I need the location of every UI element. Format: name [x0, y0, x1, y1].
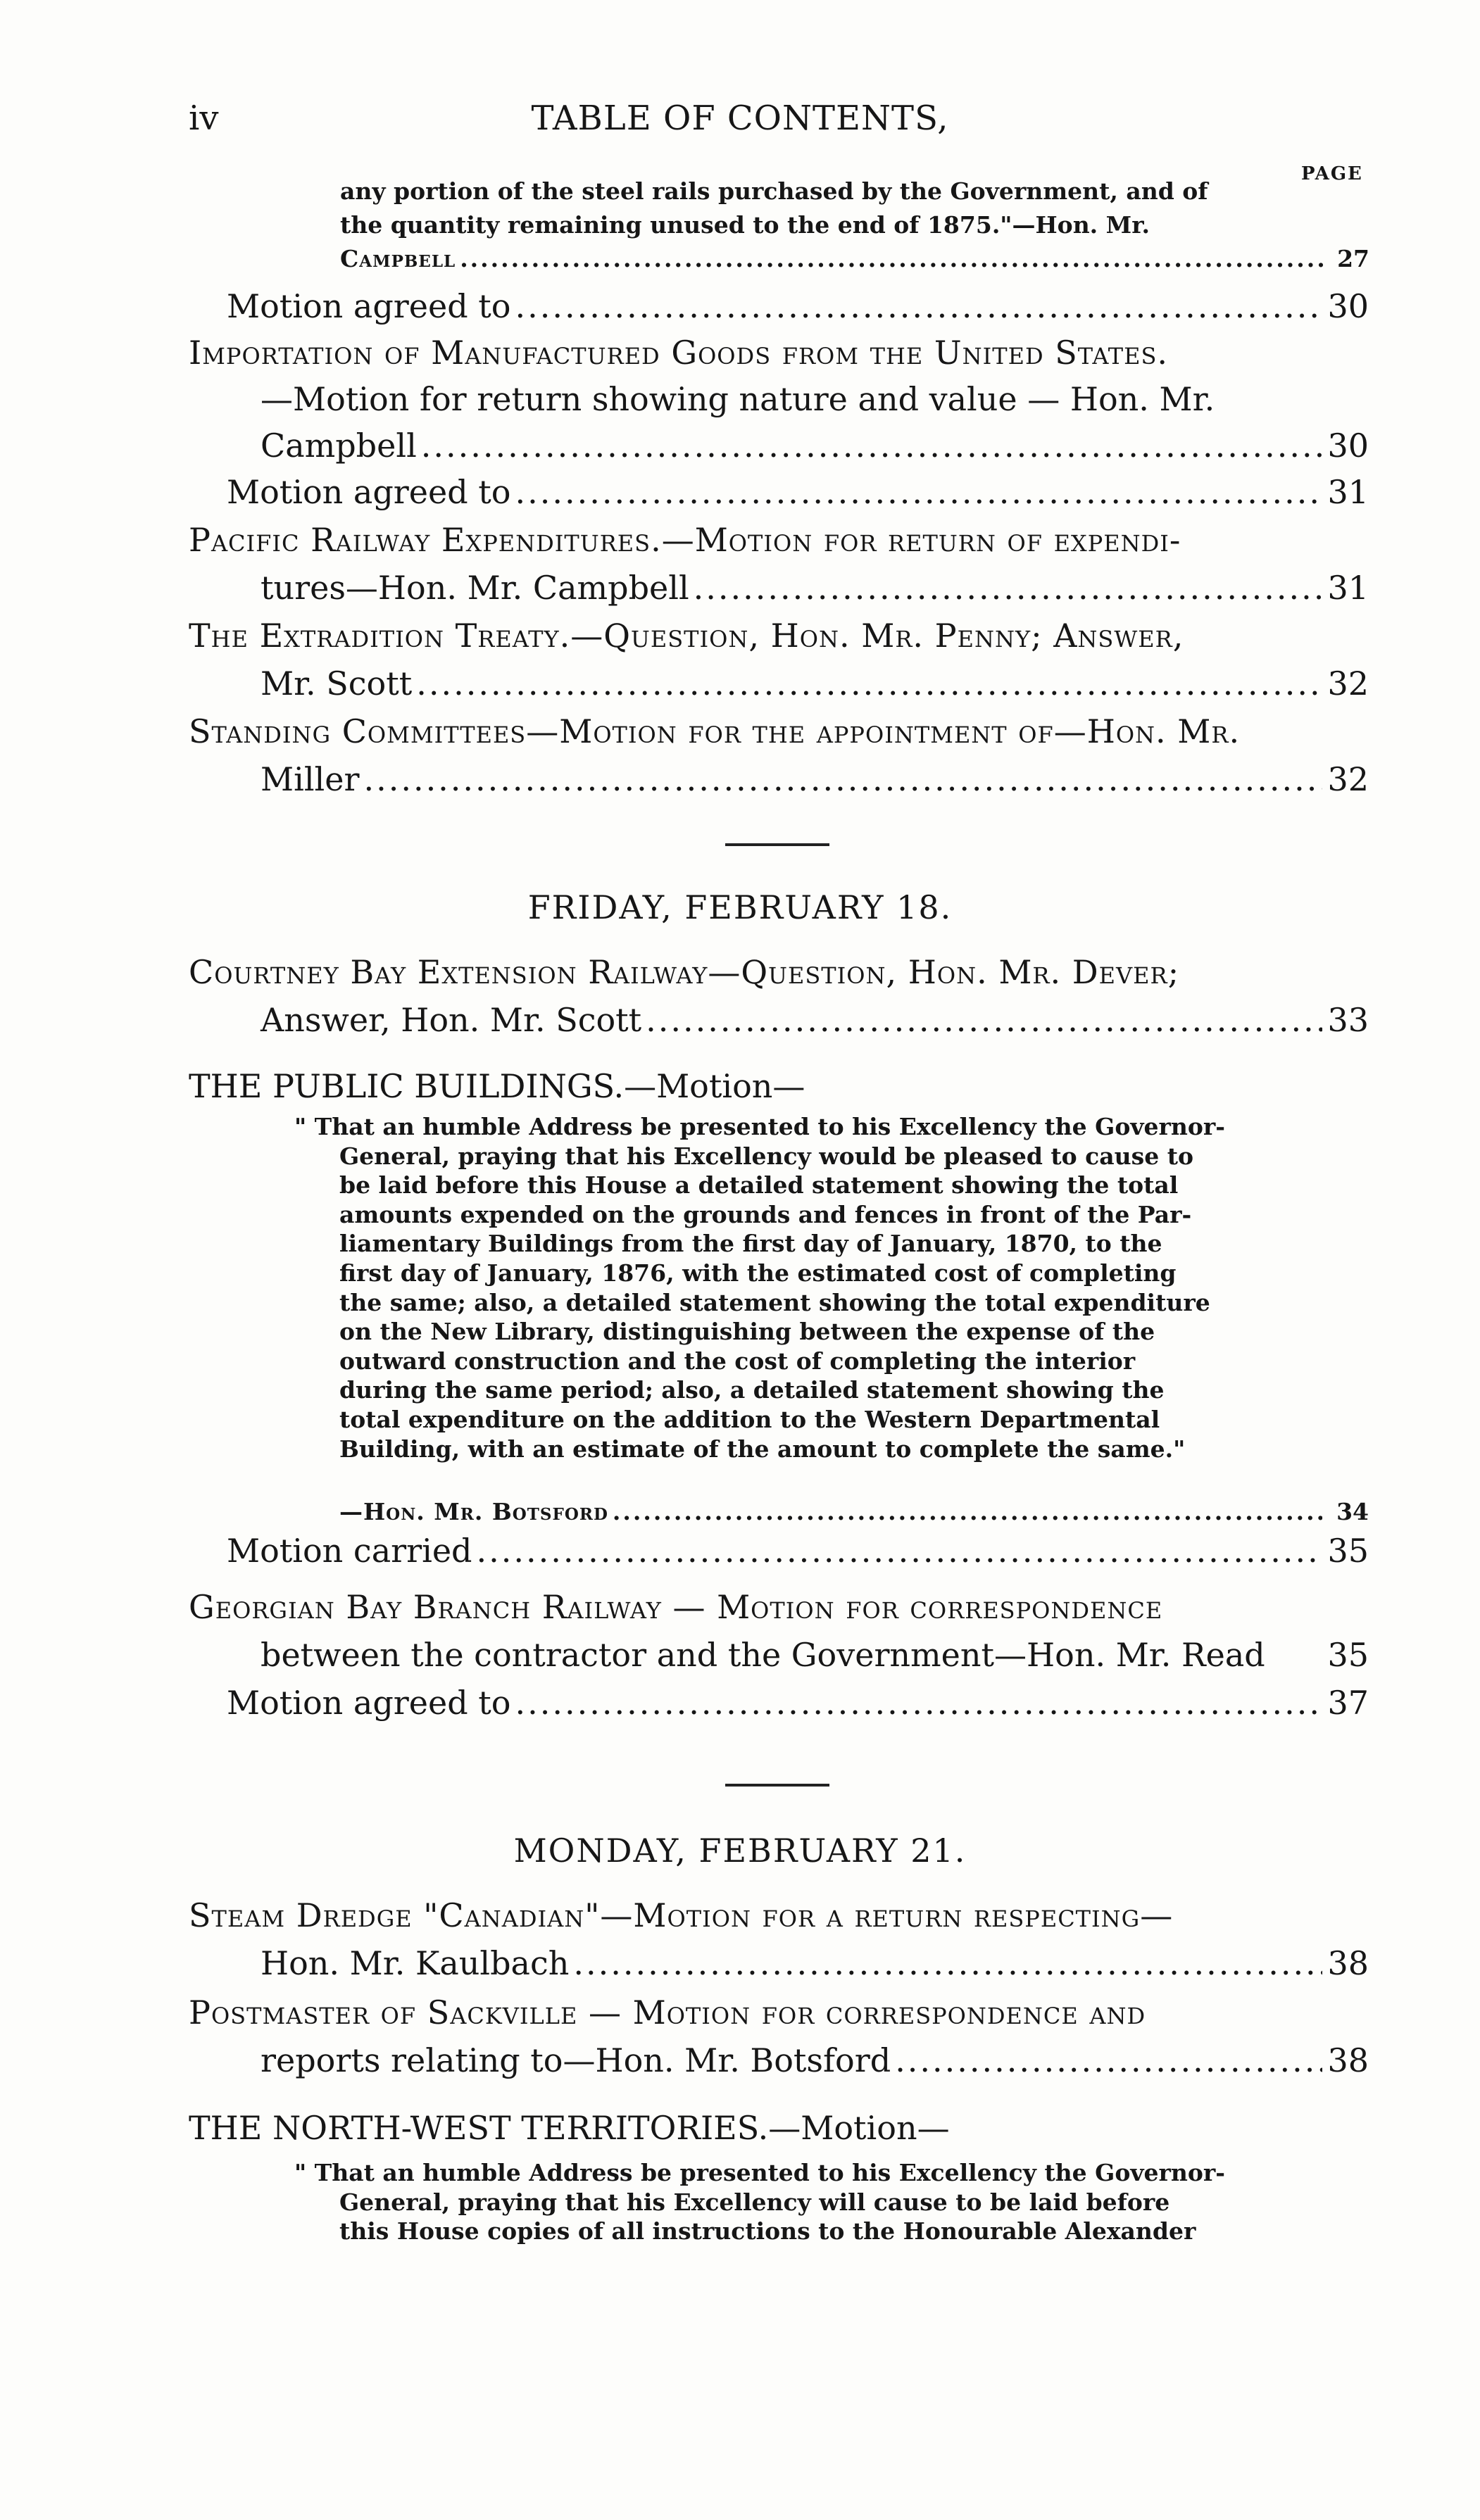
- toc-entry-line: [189, 617, 1369, 655]
- toc-entry-line: [261, 2041, 1369, 2079]
- entry-text: Campbell: [340, 245, 456, 272]
- entry-text: The Extradition Treaty.—Question, Hon. Mr. Penny; Answer,: [189, 617, 1184, 655]
- toc-entry-line: [227, 287, 1369, 325]
- leader-dots: [421, 427, 1322, 465]
- entry-page-number: 38: [1327, 2041, 1369, 2079]
- toc-entry-line: [261, 380, 1369, 418]
- entry-text: Campbell: [261, 427, 417, 465]
- entry-page-number: 32: [1327, 760, 1369, 798]
- quote-line: during the same period; also, a detailed statement showing the: [339, 1376, 1165, 1404]
- entry-text: Motion agreed to: [227, 473, 511, 511]
- entry-page-number: 33: [1327, 1001, 1369, 1039]
- quote-line: total expenditure on the addition to the Western Departmental: [339, 1405, 1160, 1433]
- toc-entry-line: [261, 664, 1369, 703]
- toc-entry-line: [189, 1588, 1369, 1626]
- quote-line: this House copies of all instructions to the Honourable Alexander: [339, 2217, 1196, 2245]
- leader-dots: [515, 1684, 1323, 1722]
- page-title: TABLE OF CONTENTS,: [531, 99, 949, 138]
- toc-entry-line: [261, 1001, 1369, 1039]
- leader-dots: [363, 760, 1322, 798]
- entry-text: tures—Hon. Mr. Campbell: [261, 569, 689, 607]
- leader-dots: [515, 287, 1323, 325]
- entry-page-number: 38: [1327, 1944, 1369, 1982]
- leader-dots: [460, 245, 1323, 272]
- entry-text: THE PUBLIC BUILDINGS.—Motion—: [189, 1067, 805, 1105]
- section-divider: [725, 843, 829, 846]
- toc-entry-line: [189, 2109, 1369, 2147]
- entry-page-number: 30: [1327, 427, 1369, 465]
- leader-dots: [646, 1001, 1322, 1039]
- leader-dots: [416, 664, 1322, 703]
- quote-line: liamentary Buildings from the first day of January, 1870, to the: [339, 1230, 1162, 1258]
- page-number: iv: [189, 99, 219, 138]
- quote-line: General, praying that his Excellency will cause to be laid before: [339, 2188, 1170, 2216]
- leader-dots: [895, 2041, 1322, 2079]
- section-heading-monday: MONDAY, FEBRUARY 21.: [513, 1832, 967, 1870]
- toc-entry-line: [189, 712, 1369, 750]
- quote-line: outward construction and the cost of completing the interior: [339, 1347, 1136, 1375]
- quoted-motion: [294, 2158, 1294, 2246]
- entry-text: Postmaster of Sackville — Motion for correspondence and: [189, 1993, 1146, 2031]
- entry-page-number: 30: [1327, 287, 1369, 325]
- toc-entry-line: [261, 1944, 1369, 1982]
- entry-text: THE NORTH-WEST TERRITORIES.—Motion—: [189, 2109, 950, 2147]
- toc-entry-line: [227, 1532, 1369, 1570]
- entry-page-number: 32: [1327, 664, 1369, 703]
- entry-text: reports relating to—Hon. Mr. Botsford: [261, 2041, 891, 2079]
- toc-entry-line: [261, 569, 1369, 607]
- entry-text: Mr. Scott: [261, 664, 413, 703]
- toc-entry-line: [227, 473, 1369, 511]
- entry-text: Importation of Manufactured Goods from the United States.: [189, 334, 1168, 372]
- leader-dots: [476, 1532, 1322, 1570]
- toc-entry-line: [340, 245, 1369, 272]
- quote-line: amounts expended on the grounds and fences in front of the Par-: [339, 1200, 1192, 1228]
- toc-entry-line: [339, 1498, 1369, 1525]
- toc-entry-line: [189, 1067, 1369, 1105]
- toc-entry-line: [261, 760, 1369, 798]
- entry-text: any portion of the steel rails purchased by the Government, and of: [340, 177, 1208, 205]
- entry-text: Georgian Bay Branch Railway — Motion for correspondence: [189, 1588, 1163, 1626]
- toc-entry-line: [189, 953, 1369, 991]
- leader-dots: [613, 1498, 1322, 1525]
- toc-entry-line: [261, 427, 1369, 465]
- toc-entry-line: [189, 334, 1369, 372]
- entry-text: Motion agreed to: [227, 287, 511, 325]
- entry-text: —Hon. Mr. Botsford: [339, 1498, 608, 1525]
- entry-page-number: 37: [1327, 1684, 1369, 1722]
- toc-entry-line: [340, 211, 1284, 239]
- quote-line: Building, with an estimate of the amount to complete the same.": [339, 1435, 1186, 1463]
- entry-text: Steam Dredge "Canadian"—Motion for a return respecting—: [189, 1896, 1174, 1934]
- toc-entry-line: [189, 521, 1369, 559]
- entry-text: Answer, Hon. Mr. Scott: [261, 1001, 642, 1039]
- entry-text: the quantity remaining unused to the end of 1875."—Hon. Mr.: [340, 211, 1150, 239]
- toc-entry-line: [189, 1896, 1369, 1934]
- entry-text: Pacific Railway Expenditures.—Motion for return of expendi-: [189, 521, 1181, 559]
- leader-dots: [694, 569, 1322, 607]
- page-column-label: PAGE: [1301, 163, 1363, 184]
- entry-text: Motion agreed to: [227, 1684, 511, 1722]
- entry-text: between the contractor and the Government—Hon. Mr. Read: [261, 1636, 1265, 1674]
- toc-entry-line: [227, 1684, 1369, 1722]
- quote-line: first day of January, 1876, with the estimated cost of completing: [339, 1259, 1177, 1287]
- entry-text: Standing Committees—Motion for the appointment of—Hon. Mr.: [189, 712, 1241, 750]
- entry-page-number: 34: [1336, 1498, 1369, 1525]
- section-divider: [725, 1784, 829, 1787]
- entry-page-number: 27: [1337, 245, 1369, 272]
- quote-line: on the New Library, distinguishing between the expense of the: [339, 1318, 1155, 1346]
- entry-text: Miller: [261, 760, 360, 798]
- section-heading-friday: FRIDAY, FEBRUARY 18.: [527, 888, 953, 926]
- toc-entry-line: [261, 1636, 1369, 1674]
- entry-text: Hon. Mr. Kaulbach: [261, 1944, 570, 1982]
- leader-dots: [515, 473, 1323, 511]
- entry-page-number: 31: [1327, 569, 1369, 607]
- quote-line: " That an humble Address be presented to his Excellency the Governor-: [294, 1113, 1225, 1140]
- toc-entry-line: [189, 1993, 1369, 2031]
- quoted-motion: [294, 1112, 1294, 1463]
- toc-entry-line: [340, 177, 1284, 205]
- quote-line: the same; also, a detailed statement showing the total expenditure: [339, 1288, 1210, 1316]
- entry-page-number: 35: [1327, 1532, 1369, 1570]
- leader-dots: [573, 1944, 1322, 1982]
- quote-line: " That an humble Address be presented to his Excellency the Governor-: [294, 2159, 1225, 2186]
- entry-page-number: 35: [1327, 1636, 1369, 1674]
- quote-line: be laid before this House a detailed statement showing the total: [339, 1171, 1179, 1199]
- entry-text: Motion carried: [227, 1532, 472, 1570]
- entry-page-number: 31: [1327, 473, 1369, 511]
- entry-text: —Motion for return showing nature and value — Hon. Mr.: [261, 380, 1215, 418]
- quote-line: General, praying that his Excellency would be pleased to cause to: [339, 1142, 1193, 1170]
- entry-text: Courtney Bay Extension Railway—Question, Hon. Mr. Dever;: [189, 953, 1180, 991]
